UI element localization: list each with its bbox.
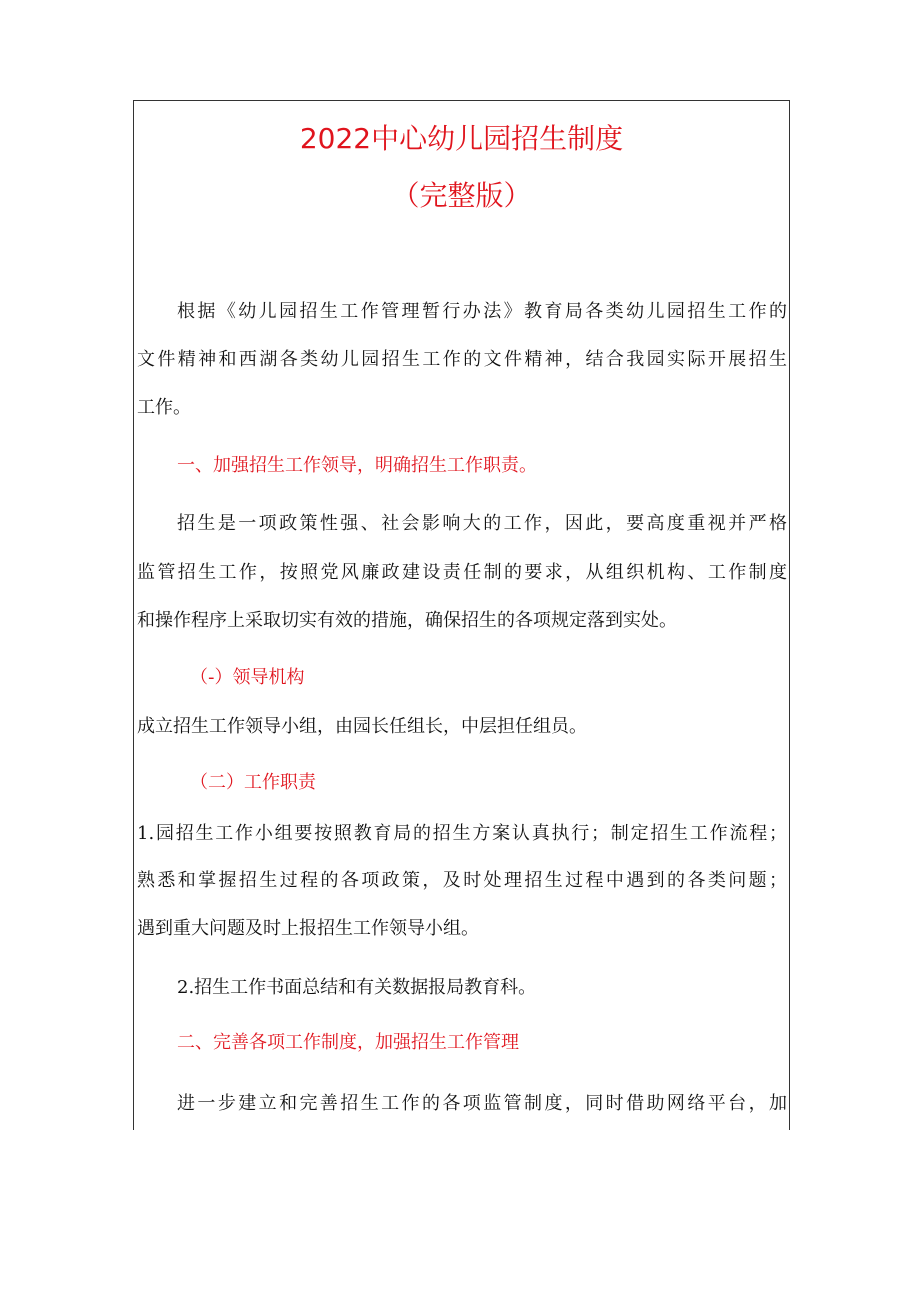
sub-1-body: 成立招生工作领导小组，由园长任组长，中层担任组员。 (137, 716, 587, 737)
document-subtitle: （完整版） (391, 179, 532, 212)
sub-2-heading: （二）工作职责 (190, 772, 316, 793)
section-2-heading: 二、完善各项工作制度，加强招生工作管理 (177, 1032, 519, 1053)
sub-2-line-2: 熟悉和掌握招生过程的各项政策，及时处理招生过程中遇到的各类问题； (137, 870, 787, 891)
intro-line-3: 工作。 (137, 397, 191, 418)
section-1-line-2: 监管招生工作，按照党风廉政建设责任制的要求，从组织机构、工作制度 (137, 562, 787, 583)
sub-2-line-1: 1.园招生工作小组要按照教育局的招生方案认真执行；制定招生工作流程； (137, 823, 787, 844)
section-2-line-1: 进一步建立和完善招生工作的各项监管制度，同时借助网络平台，加 (177, 1093, 787, 1114)
intro-line-2: 文件精神和西湖各类幼儿园招生工作的文件精神，结合我园实际开展招生 (137, 349, 787, 370)
section-1-line-3: 和操作程序上采取切实有效的措施，确保招生的各项规定落到实处。 (137, 610, 677, 631)
sub-1-heading: （-）领导机构 (190, 667, 305, 688)
sub-2-line-3: 遇到重大问题及时上报招生工作领导小组。 (137, 918, 479, 939)
section-1-heading: 一、加强招生工作领导，明确招生工作职责。 (177, 455, 537, 476)
intro-line-1: 根据《幼儿园招生工作管理暂行办法》教育局各类幼儿园招生工作的 (177, 301, 787, 322)
section-1-line-1: 招生是一项政策性强、社会影响大的工作，因此，要高度重视并严格 (177, 513, 787, 534)
sub-2-item-2: 2.招生工作书面总结和有关数据报局教育科。 (177, 977, 537, 998)
document-title: 2022中心幼儿园招生制度 (299, 122, 624, 155)
